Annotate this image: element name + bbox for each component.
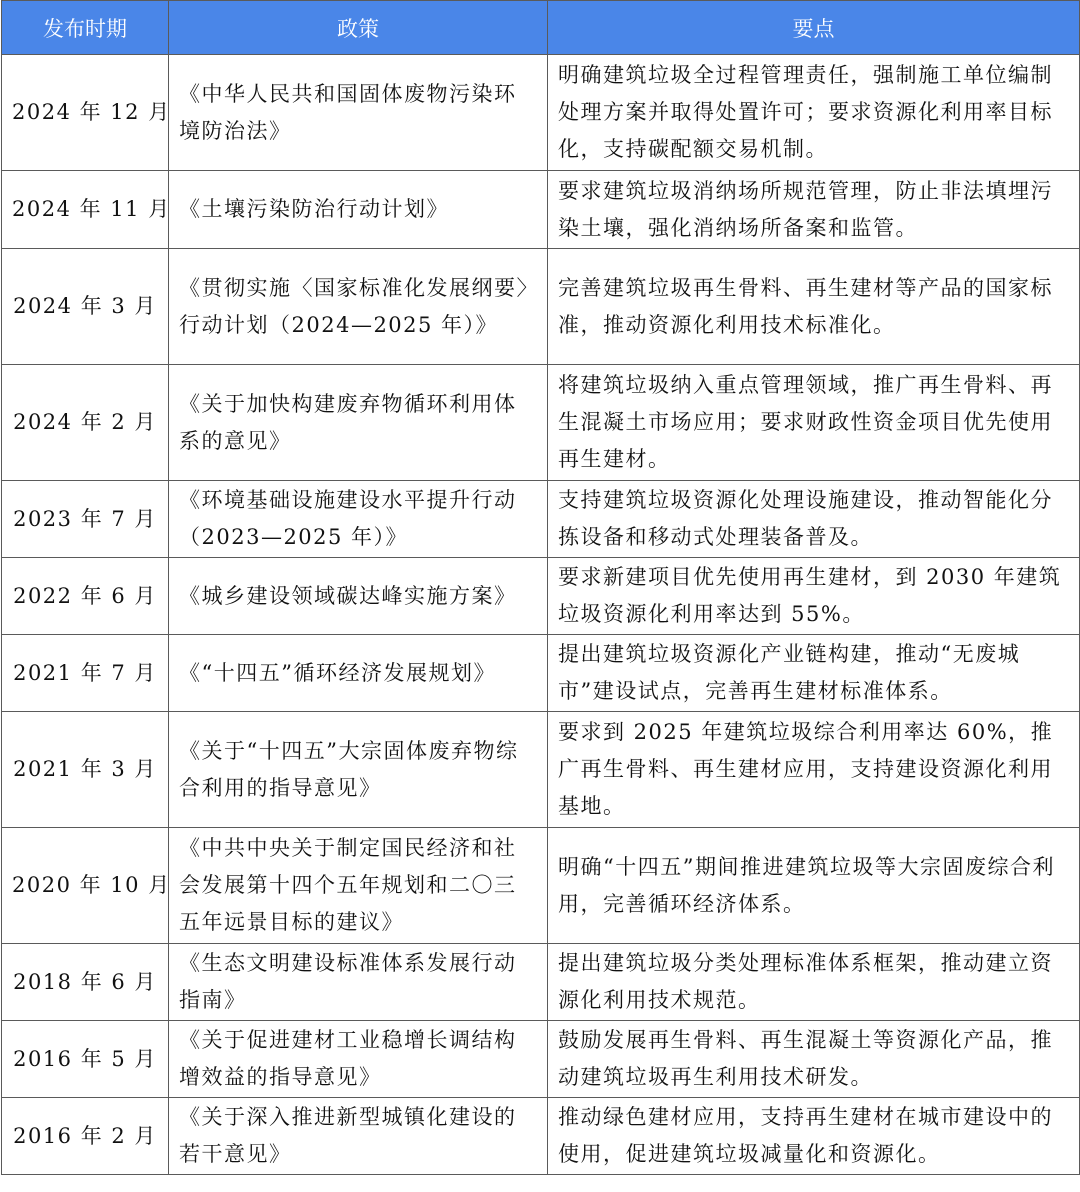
header-policy: 政策: [169, 1, 548, 55]
row-policy: 《环境基础设施建设水平提升行动（2023—2025 年）》: [169, 481, 548, 558]
row-points: 明确“十四五”期间推进建筑垃圾等大宗固废综合利用，完善循环经济体系。: [548, 828, 1080, 944]
row-points: 鼓励发展再生骨料、再生混凝土等资源化产品，推动建筑垃圾再生利用技术研发。: [548, 1021, 1080, 1098]
row-policy: 《生态文明建设标准体系发展行动指南》: [169, 944, 548, 1021]
row-date: 2021 年 7 月: [2, 635, 169, 712]
row-date: 2024 年 3 月: [2, 249, 169, 365]
row-points: 完善建筑垃圾再生骨料、再生建材等产品的国家标准，推动资源化利用技术标准化。: [548, 249, 1080, 365]
row-date: 2022 年 6 月: [2, 558, 169, 635]
table-row: [2, 365, 1080, 481]
row-points: 要求建筑垃圾消纳场所规范管理，防止非法填埋污染土壤，强化消纳场所备案和监管。: [548, 171, 1080, 249]
row-date: 2016 年 5 月: [2, 1021, 169, 1098]
row-policy: 《贯彻实施〈国家标准化发展纲要〉行动计划（2024—2025 年）》: [169, 249, 548, 365]
row-points: 支持建筑垃圾资源化处理设施建设，推动智能化分拣设备和移动式处理装备普及。: [548, 481, 1080, 558]
table-row: [2, 558, 1080, 635]
row-date: 2024 年 2 月: [2, 365, 169, 481]
row-date: 2024 年 11 月: [2, 171, 169, 249]
row-points: 推动绿色建材应用，支持再生建材在城市建设中的使用，促进建筑垃圾减量化和资源化。: [548, 1098, 1080, 1175]
table-row: [2, 635, 1080, 712]
table-header-row: [2, 1, 1080, 55]
row-date: 2021 年 3 月: [2, 712, 169, 828]
row-policy: 《中共中央关于制定国民经济和社会发展第十四个五年规划和二〇三五年远景目标的建议》: [169, 828, 548, 944]
table-row: [2, 249, 1080, 365]
row-policy: 《关于加快构建废弃物循环利用体系的意见》: [169, 365, 548, 481]
row-date: 2018 年 6 月: [2, 944, 169, 1021]
row-policy: 《土壤污染防治行动计划》: [169, 171, 548, 249]
table-row: [2, 171, 1080, 249]
row-policy: 《关于深入推进新型城镇化建设的若干意见》: [169, 1098, 548, 1175]
header-points: 要点: [548, 1, 1080, 55]
row-date: 2020 年 10 月: [2, 828, 169, 944]
row-policy: 《城乡建设领域碳达峰实施方案》: [169, 558, 548, 635]
row-points: 提出建筑垃圾资源化产业链构建，推动“无废城市”建设试点，完善再生建材标准体系。: [548, 635, 1080, 712]
row-points: 要求到 2025 年建筑垃圾综合利用率达 60%，推广再生骨料、再生建材应用，支持建设资源化利用基地。: [548, 712, 1080, 828]
table-row: [2, 712, 1080, 828]
policy-table: [1, 0, 1080, 1175]
row-date: 2016 年 2 月: [2, 1098, 169, 1175]
table-row: [2, 1098, 1080, 1175]
row-policy: 《中华人民共和国固体废物污染环境防治法》: [169, 55, 548, 171]
row-points: 明确建筑垃圾全过程管理责任，强制施工单位编制处理方案并取得处置许可；要求资源化利用率目标化，支持碳配额交易机制。: [548, 55, 1080, 171]
table-row: [2, 1021, 1080, 1098]
row-points: 将建筑垃圾纳入重点管理领域，推广再生骨料、再生混凝土市场应用；要求财政性资金项目优先使用再生建材。: [548, 365, 1080, 481]
row-date: 2023 年 7 月: [2, 481, 169, 558]
row-policy: 《“十四五”循环经济发展规划》: [169, 635, 548, 712]
table-row: [2, 944, 1080, 1021]
row-policy: 《关于促进建材工业稳增长调结构增效益的指导意见》: [169, 1021, 548, 1098]
table-row: [2, 828, 1080, 944]
row-points: 提出建筑垃圾分类处理标准体系框架，推动建立资源化利用技术规范。: [548, 944, 1080, 1021]
header-date: 发布时期: [2, 1, 169, 55]
row-date: 2024 年 12 月: [2, 55, 169, 171]
table-row: [2, 55, 1080, 171]
table-row: [2, 481, 1080, 558]
row-policy: 《关于“十四五”大宗固体废弃物综合利用的指导意见》: [169, 712, 548, 828]
row-points: 要求新建项目优先使用再生建材，到 2030 年建筑垃圾资源化利用率达到 55%。: [548, 558, 1080, 635]
